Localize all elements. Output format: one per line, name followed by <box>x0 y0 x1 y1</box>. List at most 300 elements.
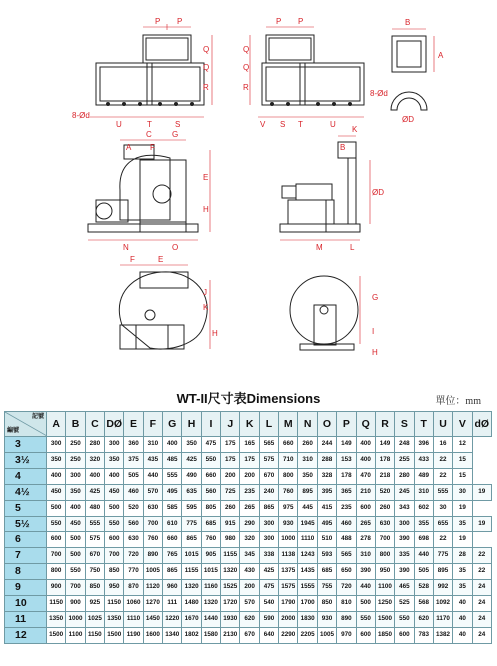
value-cell: 2205 <box>298 627 317 643</box>
value-cell: 1340 <box>163 627 182 643</box>
value-cell: 1450 <box>143 611 162 627</box>
table-row <box>5 468 492 484</box>
column-header: P <box>337 412 356 437</box>
value-cell: 15 <box>453 452 472 468</box>
dim-label: N <box>123 243 129 252</box>
value-cell: 630 <box>143 500 162 516</box>
value-cell: 175 <box>221 452 240 468</box>
column-header: T <box>414 412 433 437</box>
value-cell: 650 <box>337 564 356 580</box>
value-cell: 450 <box>47 484 66 500</box>
dim-label: S <box>280 120 286 129</box>
value-cell: 280 <box>395 468 414 484</box>
value-cell: 24 <box>472 627 491 643</box>
dim-label: ØD <box>372 188 384 197</box>
dim-label: B <box>340 143 346 152</box>
value-cell: 390 <box>395 564 414 580</box>
value-cell: 240 <box>259 484 278 500</box>
value-cell: 350 <box>182 437 201 453</box>
value-cell: 1435 <box>298 564 317 580</box>
value-cell: 175 <box>240 452 259 468</box>
value-cell: 22 <box>472 548 491 564</box>
value-cell: 505 <box>414 564 433 580</box>
value-cell: 1350 <box>47 611 66 627</box>
value-cell: 22 <box>433 452 452 468</box>
value-cell: 1720 <box>221 596 240 612</box>
value-cell: 1092 <box>433 596 452 612</box>
value-cell: 300 <box>105 437 124 453</box>
value-cell: 775 <box>182 516 201 532</box>
value-cell: 500 <box>356 596 375 612</box>
value-cell: 870 <box>124 580 143 596</box>
value-cell: 489 <box>414 468 433 484</box>
value-cell: 1580 <box>201 627 220 643</box>
value-cell: 278 <box>356 532 375 548</box>
value-cell: 1555 <box>298 580 317 596</box>
value-cell: 1150 <box>105 596 124 612</box>
value-cell: 1790 <box>279 596 298 612</box>
table-row <box>5 437 492 453</box>
value-cell: 490 <box>182 468 201 484</box>
value-cell: 1830 <box>298 611 317 627</box>
value-cell: 395 <box>317 484 336 500</box>
value-cell: 760 <box>201 532 220 548</box>
value-cell: 390 <box>395 532 414 548</box>
value-cell: 310 <box>414 484 433 500</box>
value-cell: 550 <box>356 611 375 627</box>
front-outlet-view-left <box>96 35 204 106</box>
dim-label: L <box>350 243 355 252</box>
value-cell: 35 <box>453 564 472 580</box>
value-cell: 575 <box>85 532 104 548</box>
value-cell: 783 <box>414 627 433 643</box>
value-cell: 1100 <box>66 627 85 643</box>
dim-label: T <box>298 120 303 129</box>
value-cell: 360 <box>124 437 143 453</box>
value-cell: 440 <box>414 548 433 564</box>
value-cell: 345 <box>240 548 259 564</box>
value-cell: 950 <box>375 564 394 580</box>
value-cell: 1015 <box>182 548 201 564</box>
value-cell: 433 <box>414 452 433 468</box>
column-header: E <box>124 412 143 437</box>
value-cell: 550 <box>66 564 85 580</box>
value-cell: 265 <box>356 516 375 532</box>
value-cell: 1015 <box>201 564 220 580</box>
value-cell: 260 <box>298 437 317 453</box>
value-cell: 30 <box>453 484 472 500</box>
value-cell: 343 <box>395 500 414 516</box>
value-cell: 1270 <box>143 596 162 612</box>
value-cell: 400 <box>356 437 375 453</box>
column-header: I <box>201 412 220 437</box>
value-cell: 570 <box>240 596 259 612</box>
column-header: C <box>85 412 104 437</box>
model-cell: 10 <box>5 596 47 612</box>
column-header: A <box>47 412 66 437</box>
value-cell: 670 <box>259 468 278 484</box>
value-cell: 895 <box>298 484 317 500</box>
value-cell: 22 <box>472 564 491 580</box>
value-cell: 1500 <box>105 627 124 643</box>
value-cell: 700 <box>143 516 162 532</box>
value-cell: 450 <box>66 516 85 532</box>
dim-label: A <box>438 51 444 60</box>
value-cell: 560 <box>124 516 143 532</box>
value-cell: 550 <box>47 516 66 532</box>
column-header: J <box>221 412 240 437</box>
value-cell: 992 <box>433 580 452 596</box>
value-cell: 255 <box>395 452 414 468</box>
value-cell: 720 <box>337 580 356 596</box>
value-cell: 890 <box>337 611 356 627</box>
value-cell: 460 <box>337 516 356 532</box>
value-cell: 300 <box>259 532 278 548</box>
value-cell: 550 <box>201 452 220 468</box>
value-cell: 925 <box>85 596 104 612</box>
value-cell: 970 <box>337 627 356 643</box>
table-title: WT-II尺寸表Dimensions <box>176 391 321 406</box>
value-cell: 210 <box>356 484 375 500</box>
value-cell: 602 <box>414 500 433 516</box>
value-cell: 520 <box>375 484 394 500</box>
value-cell: 560 <box>201 484 220 500</box>
model-cell: 12 <box>5 627 47 643</box>
value-cell: 600 <box>356 500 375 516</box>
dim-label: G <box>372 293 379 302</box>
value-cell: 595 <box>182 500 201 516</box>
value-cell: 235 <box>337 500 356 516</box>
column-header: dØ <box>472 412 491 437</box>
dimension-labels <box>72 17 444 357</box>
value-cell: 350 <box>47 452 66 468</box>
value-cell: 655 <box>433 516 452 532</box>
side-view-housing-right <box>290 276 358 350</box>
value-cell: 375 <box>124 452 143 468</box>
value-cell: 248 <box>395 437 414 453</box>
value-cell: 600 <box>105 532 124 548</box>
value-cell: 1375 <box>279 564 298 580</box>
value-cell: 24 <box>472 596 491 612</box>
value-cell: 720 <box>124 548 143 564</box>
column-header: Q <box>356 412 375 437</box>
value-cell: 1930 <box>221 611 240 627</box>
dim-label: Q <box>203 45 210 54</box>
value-cell: 620 <box>414 611 433 627</box>
value-cell: 328 <box>317 468 336 484</box>
value-cell: 1500 <box>47 627 66 643</box>
value-cell: 165 <box>240 437 259 453</box>
value-cell: 895 <box>433 564 452 580</box>
value-cell: 770 <box>124 564 143 580</box>
table-row <box>5 627 492 643</box>
value-cell: 260 <box>221 500 240 516</box>
value-cell: 310 <box>356 548 375 564</box>
column-header: N <box>298 412 317 437</box>
value-cell: 445 <box>298 500 317 516</box>
dim-label: S <box>175 120 181 129</box>
value-cell: 510 <box>317 532 336 548</box>
value-cell: 900 <box>66 596 85 612</box>
side-view-motor-right <box>280 142 360 232</box>
column-header: S <box>395 412 414 437</box>
value-cell: 235 <box>240 484 259 500</box>
value-cell: 660 <box>163 532 182 548</box>
value-cell: 300 <box>47 437 66 453</box>
dim-label: B <box>405 18 411 27</box>
value-cell: 178 <box>375 452 394 468</box>
value-cell: 1138 <box>279 548 298 564</box>
value-cell: 850 <box>105 564 124 580</box>
value-cell: 178 <box>337 468 356 484</box>
value-cell: 590 <box>259 611 278 627</box>
value-cell: 153 <box>337 452 356 468</box>
value-cell: 250 <box>66 452 85 468</box>
value-cell: 930 <box>279 516 298 532</box>
model-cell: 4 <box>5 468 47 484</box>
value-cell: 400 <box>85 468 104 484</box>
value-cell: 550 <box>395 611 414 627</box>
dim-label: E <box>203 173 209 182</box>
value-cell: 350 <box>66 484 85 500</box>
value-cell: 890 <box>143 548 162 564</box>
value-cell: 19 <box>472 484 491 500</box>
value-cell: 1005 <box>317 627 336 643</box>
dim-label: C <box>146 130 152 139</box>
value-cell: 700 <box>66 580 85 596</box>
value-cell: 1155 <box>182 564 201 580</box>
value-cell: 400 <box>356 452 375 468</box>
dim-label: U <box>116 120 122 129</box>
value-cell: 440 <box>143 468 162 484</box>
value-cell: 528 <box>414 580 433 596</box>
dim-label: O <box>172 243 179 252</box>
value-cell: 24 <box>472 580 491 596</box>
value-cell: 750 <box>85 564 104 580</box>
column-header: U <box>433 412 452 437</box>
dim-label: F <box>150 143 155 152</box>
value-cell: 760 <box>279 484 298 500</box>
value-cell: 1575 <box>279 580 298 596</box>
value-cell: 488 <box>337 532 356 548</box>
value-cell: 1802 <box>182 627 201 643</box>
value-cell: 520 <box>124 500 143 516</box>
value-cell: 149 <box>375 437 394 453</box>
value-cell: 335 <box>395 548 414 564</box>
value-cell: 1320 <box>221 564 240 580</box>
value-cell: 1060 <box>124 596 143 612</box>
side-view-housing-left <box>119 272 207 349</box>
value-cell: 400 <box>47 468 66 484</box>
value-cell: 1000 <box>66 611 85 627</box>
dim-label: P <box>276 17 282 26</box>
value-cell: 338 <box>259 548 278 564</box>
dim-label: V <box>260 120 266 129</box>
value-cell: 850 <box>317 596 336 612</box>
value-cell: 470 <box>356 468 375 484</box>
value-cell: 900 <box>47 580 66 596</box>
value-cell: 865 <box>163 564 182 580</box>
value-cell: 810 <box>337 596 356 612</box>
table-row <box>5 484 492 500</box>
value-cell: 710 <box>279 452 298 468</box>
dim-label: Q <box>243 63 250 72</box>
value-cell: 288 <box>317 452 336 468</box>
corner-top-label: 記號 <box>31 414 44 420</box>
value-cell: 1350 <box>105 611 124 627</box>
value-cell: 12 <box>453 437 472 453</box>
dim-label: K <box>352 125 358 134</box>
value-cell: 1670 <box>182 611 201 627</box>
value-cell: 1110 <box>124 611 143 627</box>
value-cell: 475 <box>259 580 278 596</box>
value-cell: 800 <box>279 468 298 484</box>
dim-label: Q <box>203 63 210 72</box>
value-cell: 440 <box>356 580 375 596</box>
value-cell: 400 <box>105 468 124 484</box>
value-cell: 35 <box>453 516 472 532</box>
value-cell: 980 <box>221 532 240 548</box>
value-cell: 460 <box>124 484 143 500</box>
value-cell: 450 <box>105 484 124 500</box>
value-cell: 2000 <box>279 611 298 627</box>
model-cell: 4½ <box>5 484 47 500</box>
value-cell: 1320 <box>201 596 220 612</box>
value-cell: 775 <box>433 548 452 564</box>
value-cell: 755 <box>317 580 336 596</box>
model-cell: 11 <box>5 611 47 627</box>
value-cell: 350 <box>105 452 124 468</box>
value-cell: 930 <box>317 611 336 627</box>
table-row <box>5 500 492 516</box>
value-cell: 660 <box>279 437 298 453</box>
value-cell: 575 <box>259 452 278 468</box>
value-cell: 635 <box>182 484 201 500</box>
value-cell: 1382 <box>433 627 452 643</box>
value-cell: 28 <box>453 548 472 564</box>
dim-label: U <box>330 120 336 129</box>
dim-label: E <box>158 255 164 264</box>
dim-label: P <box>177 17 183 26</box>
value-cell: 1170 <box>433 611 452 627</box>
value-cell: 1110 <box>298 532 317 548</box>
header-row <box>5 412 492 437</box>
value-cell: 565 <box>337 548 356 564</box>
column-header: B <box>66 412 85 437</box>
value-cell: 475 <box>201 437 220 453</box>
model-cell: 3 <box>5 437 47 453</box>
value-cell: 30 <box>433 500 452 516</box>
value-cell: 390 <box>356 564 375 580</box>
value-cell: 620 <box>240 611 259 627</box>
value-cell: 1480 <box>182 596 201 612</box>
value-cell: 1250 <box>375 596 394 612</box>
corner-cell <box>5 412 47 437</box>
value-cell: 1500 <box>375 611 394 627</box>
value-cell: 1525 <box>221 580 240 596</box>
value-cell: 593 <box>317 548 336 564</box>
value-cell: 22 <box>433 532 452 548</box>
value-cell: 310 <box>298 452 317 468</box>
value-cell: 915 <box>221 516 240 532</box>
corner-bottom-label: 編號 <box>7 428 20 434</box>
table-row <box>5 452 492 468</box>
value-cell: 1320 <box>182 580 201 596</box>
value-cell: 300 <box>66 468 85 484</box>
value-cell: 16 <box>433 437 452 453</box>
flange-detail-view <box>391 36 427 110</box>
table-body <box>5 437 492 644</box>
value-cell: 200 <box>221 468 240 484</box>
value-cell: 1150 <box>47 596 66 612</box>
value-cell: 805 <box>201 500 220 516</box>
value-cell: 1850 <box>375 627 394 643</box>
value-cell: 350 <box>298 468 317 484</box>
value-cell: 425 <box>85 484 104 500</box>
column-header: L <box>259 412 278 437</box>
column-header: V <box>453 412 472 437</box>
value-cell: 310 <box>143 437 162 453</box>
value-cell: 465 <box>395 580 414 596</box>
dim-label: R <box>203 83 209 92</box>
column-header: O <box>317 412 336 437</box>
value-cell: 670 <box>85 548 104 564</box>
value-cell: 1243 <box>298 548 317 564</box>
value-cell: 290 <box>240 516 259 532</box>
value-cell: 1155 <box>221 548 240 564</box>
value-cell: 495 <box>317 516 336 532</box>
model-cell: 5 <box>5 500 47 516</box>
value-cell: 495 <box>163 484 182 500</box>
value-cell: 670 <box>240 627 259 643</box>
value-cell: 22 <box>433 468 452 484</box>
model-cell: 6 <box>5 532 47 548</box>
unit-label: 單位：mm <box>435 396 481 407</box>
value-cell: 40 <box>453 611 472 627</box>
dim-label: J <box>203 288 207 297</box>
dim-label: R <box>243 83 249 92</box>
value-cell: 320 <box>85 452 104 468</box>
value-cell: 300 <box>395 516 414 532</box>
value-cell: 630 <box>375 516 394 532</box>
value-cell: 610 <box>163 516 182 532</box>
value-cell: 850 <box>85 580 104 596</box>
value-cell: 700 <box>105 548 124 564</box>
value-cell: 800 <box>375 548 394 564</box>
value-cell: 660 <box>201 468 220 484</box>
column-header: G <box>163 412 182 437</box>
model-cell: 7 <box>5 548 47 564</box>
value-cell: 2130 <box>221 627 240 643</box>
value-cell: 1160 <box>201 580 220 596</box>
value-cell: 244 <box>317 437 336 453</box>
value-cell: 630 <box>124 532 143 548</box>
value-cell: 640 <box>259 627 278 643</box>
value-cell: 568 <box>414 596 433 612</box>
model-cell: 9 <box>5 580 47 596</box>
model-cell: 5½ <box>5 516 47 532</box>
value-cell: 700 <box>375 532 394 548</box>
value-cell: 415 <box>317 500 336 516</box>
value-cell: 1150 <box>85 627 104 643</box>
column-header: DØ <box>105 412 124 437</box>
value-cell: 760 <box>143 532 162 548</box>
value-cell: 260 <box>375 500 394 516</box>
value-cell: 865 <box>182 532 201 548</box>
value-cell: 40 <box>453 627 472 643</box>
value-cell: 800 <box>47 564 66 580</box>
value-cell: 1000 <box>279 532 298 548</box>
